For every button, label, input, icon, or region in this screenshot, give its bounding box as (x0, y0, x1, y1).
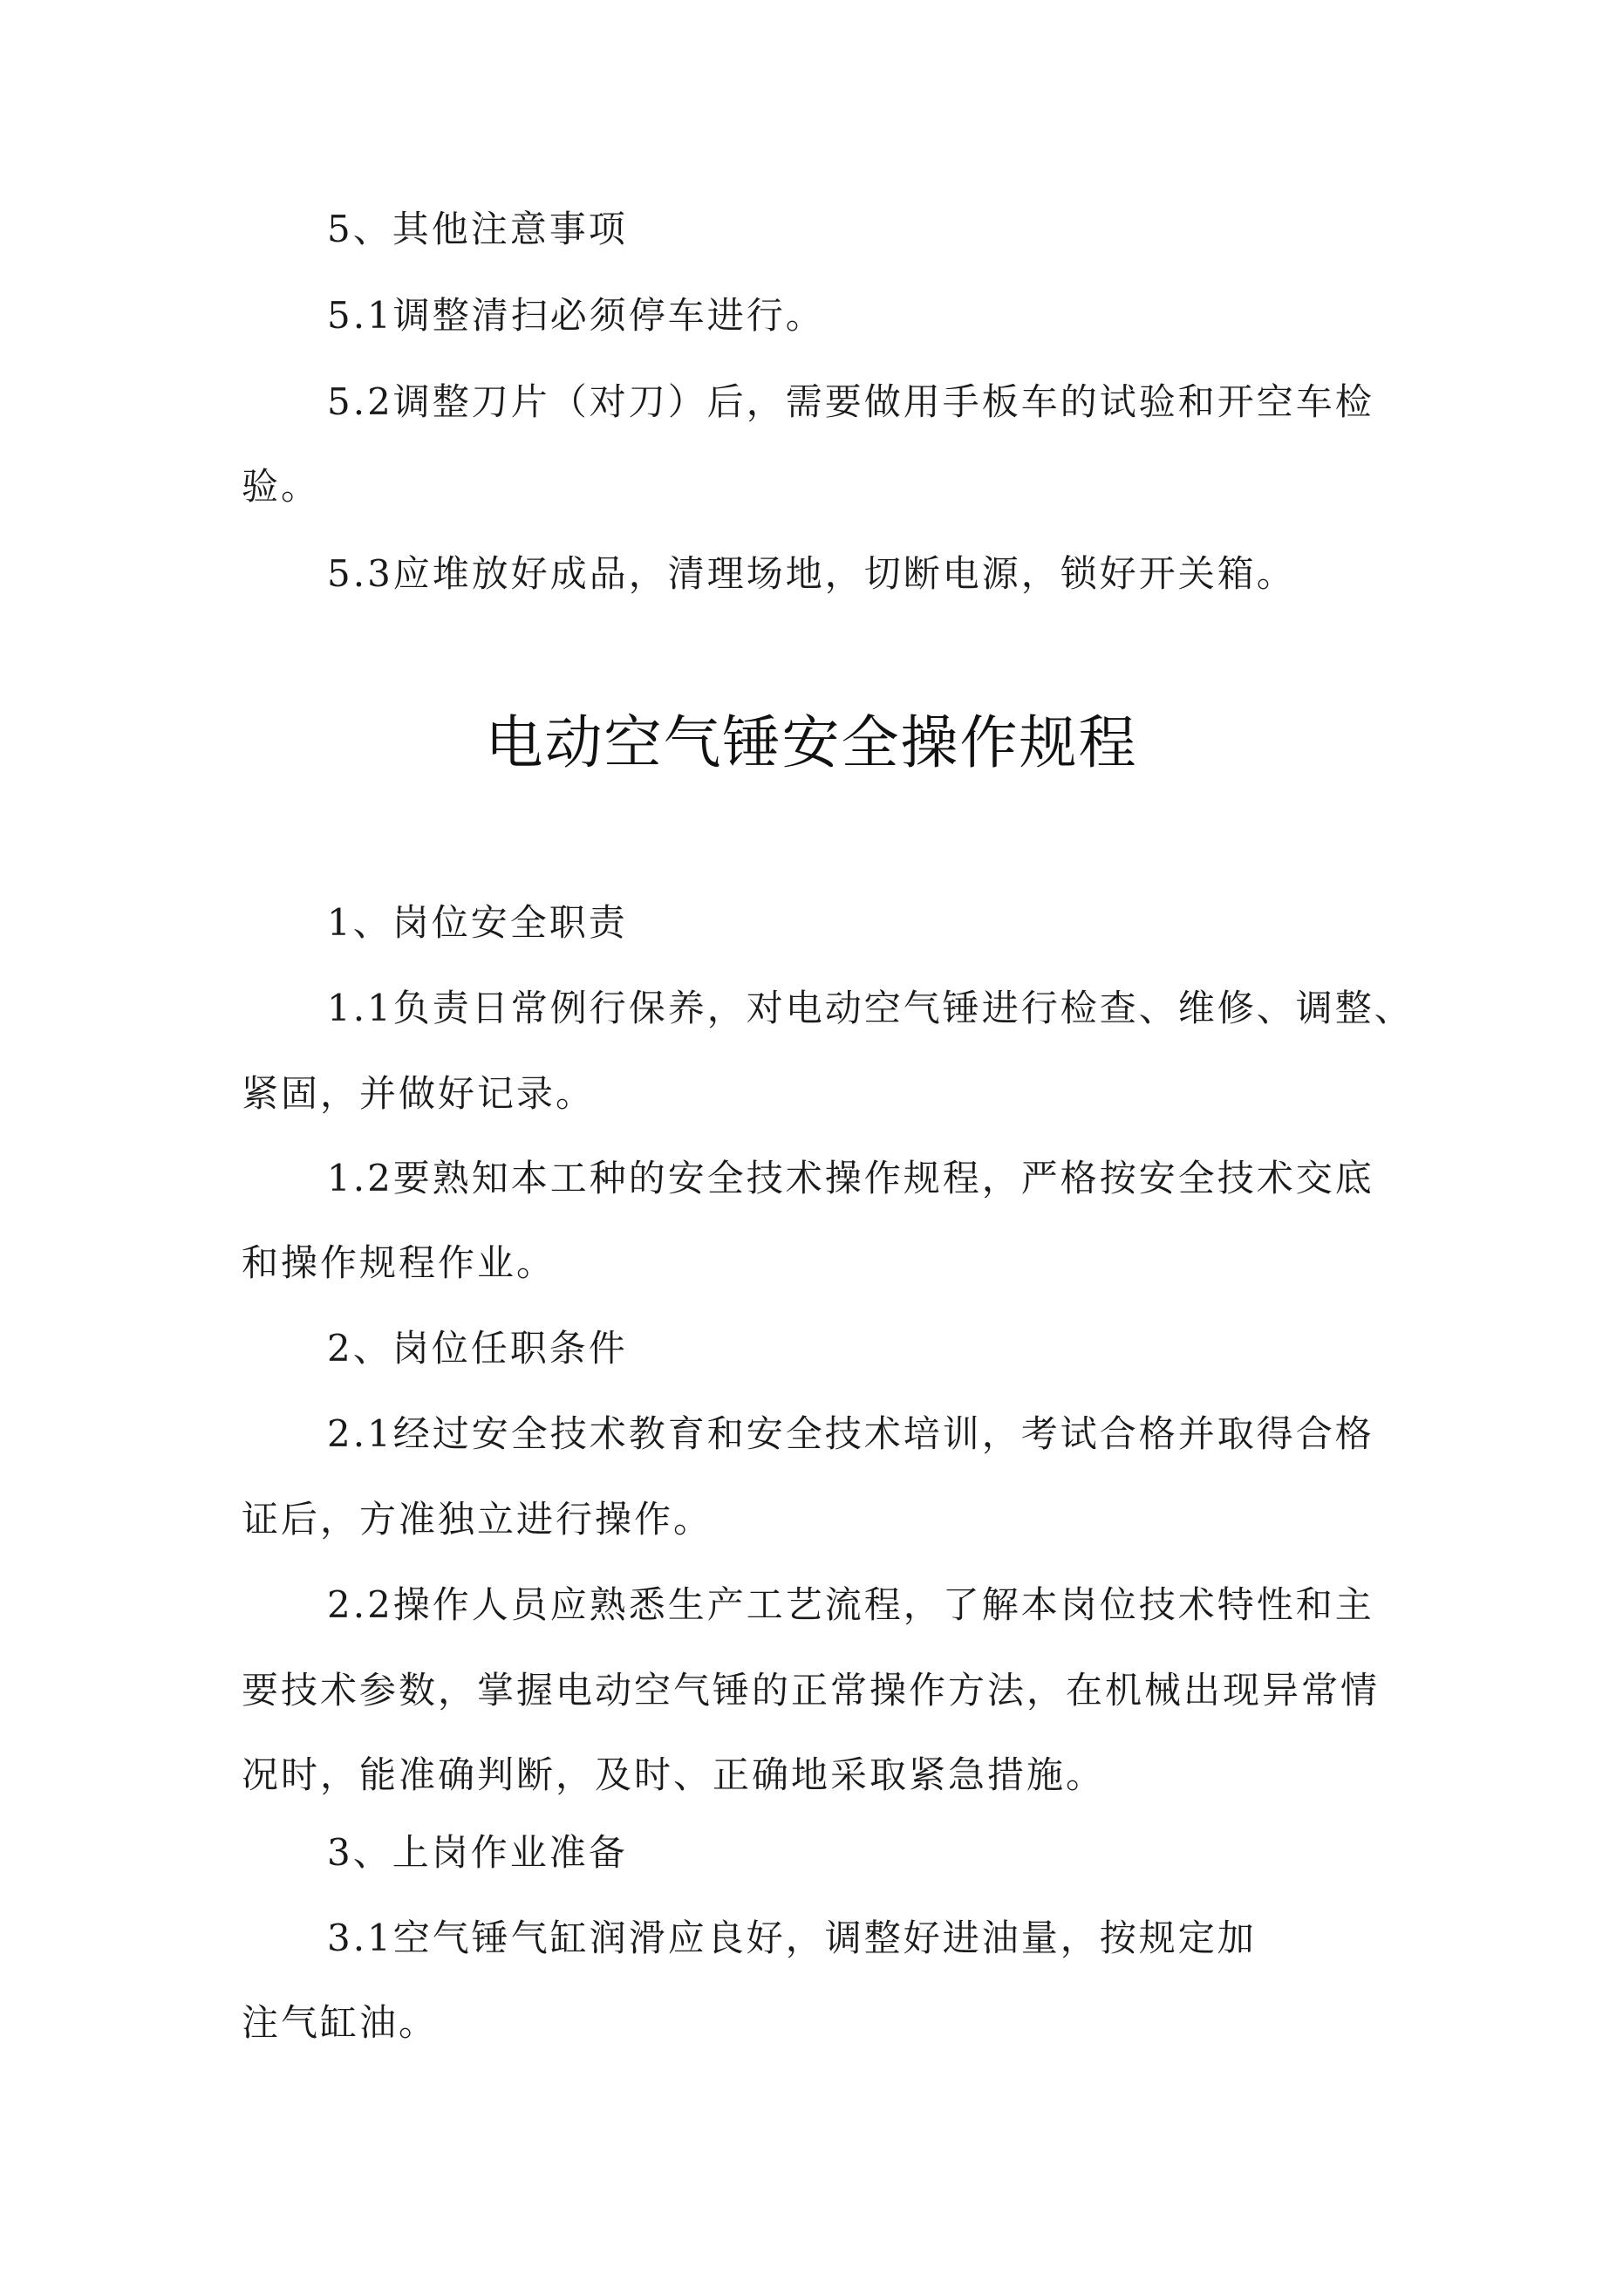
item-3-1-line-2: 注气缸油。 (242, 2001, 439, 2044)
item-1-1-line-1: 1.1负责日常例行保养，对电动空气锤进行检查、维修、调整、 (327, 987, 1414, 1029)
item-2-2-line-1: 2.2操作人员应熟悉生产工艺流程，了解本岗位技术特性和主 (327, 1583, 1374, 1626)
item-5-2-line-1: 5.2调整刀片（对刀）后，需要做用手板车的试验和开空车检 (327, 380, 1374, 423)
section-1-heading: 1、岗位安全职责 (327, 901, 628, 944)
item-5-1: 5.1调整清扫必须停车进行。 (327, 294, 825, 337)
item-1-1-line-2: 紧固，并做好记录。 (242, 1072, 596, 1115)
item-2-2-line-3: 况时，能准确判断，及时、正确地采取紧急措施。 (242, 1753, 1106, 1796)
section-3-heading: 3、上岗作业准备 (327, 1831, 628, 1874)
section-2-heading: 2、岗位任职条件 (327, 1327, 628, 1370)
item-1-2-line-2: 和操作规程作业。 (242, 1241, 556, 1284)
item-5-3: 5.3应堆放好成品，清理场地，切断电源，锁好开关箱。 (327, 552, 1296, 595)
section-5-heading: 5、其他注意事项 (327, 208, 628, 250)
item-3-1-line-1: 3.1空气锤气缸润滑应良好，调整好进油量，按规定加 (327, 1917, 1257, 1959)
item-2-1-line-1: 2.1经过安全技术教育和安全技术培训，考试合格并取得合格 (327, 1412, 1374, 1455)
item-1-2-line-1: 1.2要熟知本工种的安全技术操作规程，严格按安全技术交底 (327, 1157, 1374, 1199)
item-5-2-line-2: 验。 (242, 465, 321, 508)
item-2-1-line-2: 证后，方准独立进行操作。 (242, 1498, 713, 1541)
item-2-2-line-2: 要技术参数，掌握电动空气锤的正常操作方法，在机械出现异常情 (242, 1669, 1381, 1712)
document-title: 电动空气锤安全操作规程 (485, 709, 1138, 776)
